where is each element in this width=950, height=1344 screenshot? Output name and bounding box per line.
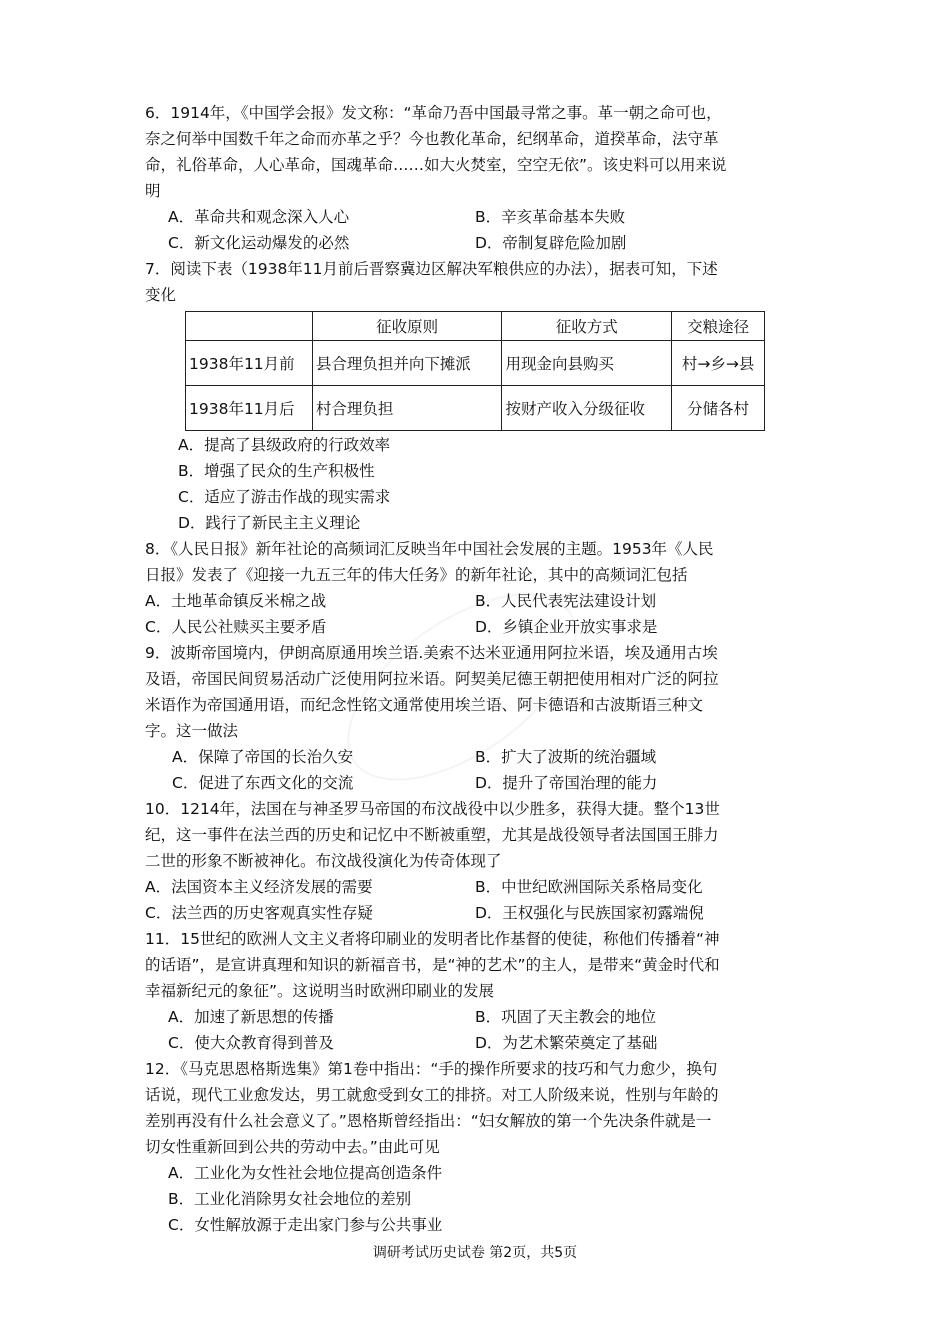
table-header-row: [186, 312, 765, 341]
table-row: [186, 341, 765, 386]
question-8-option-d[interactable]: D．乡镇企业开放实事求是: [475, 618, 658, 636]
question-9-line: 及语，帝国民间贸易活动广泛使用阿拉米语。阿契美尼德王朝把使用相对广泛的阿拉: [145, 670, 719, 688]
question-11-option-d[interactable]: D．为艺术繁荣奠定了基础: [475, 1034, 658, 1052]
table-cell: 1938年11月前: [186, 341, 313, 386]
question-11-option-c[interactable]: C．使大众教育得到普及: [168, 1034, 334, 1052]
question-6-option-d[interactable]: D．帝制复辟危险加剧: [475, 234, 627, 252]
question-12-option-c[interactable]: C．女性解放源于走出家门参与公共事业: [168, 1216, 443, 1234]
question-8-option-b[interactable]: B．人民代表宪法建设计划: [475, 592, 657, 610]
question-11-option-a[interactable]: A．加速了新思想的传播: [168, 1008, 334, 1026]
question-7-option-a[interactable]: A．提高了县级政府的行政效率: [178, 436, 391, 454]
table-cell: 用现金向县购买: [502, 341, 672, 386]
question-9-option-a[interactable]: A．保障了帝国的长治久安: [172, 748, 354, 766]
table-header-cell: 征收原则: [312, 312, 502, 341]
question-8-line: 日报》发表了《迎接一九五三年的伟大任务》的新年社论，其中的高频词汇包括: [145, 566, 688, 584]
question-11-option-b[interactable]: B．巩固了天主教会的地位: [475, 1008, 657, 1026]
question-6-line: 奈之何举中国数千年之命而亦革之乎？今也教化革命，纪纲革命，道揆革命，法守革: [145, 130, 719, 148]
question-6-line: 命，礼俗革命，人心革命，国魂革命……如大火焚室，空空无依”。该史料可以用来说: [145, 156, 727, 174]
question-8-line: 8．《人民日报》新年社论的高频词汇反映当年中国社会发展的主题。1953年《人民: [145, 540, 714, 558]
question-7-option-b[interactable]: B．增强了民众的生产积极性: [178, 462, 375, 480]
question-9-option-d[interactable]: D．提升了帝国治理的能力: [475, 774, 658, 792]
question-10-option-d[interactable]: D．王权强化与民族国家初露端倪: [475, 904, 704, 922]
question-6-line: 6．1914年，《中国学会报》发文称：“革命乃吾中国最寻常之事。革一朝之命可也，: [145, 104, 722, 122]
question-12-line: 差别再没有什么社会意义了。”恩格斯曾经指出：“妇女解放的第一个先决条件就是一: [145, 1112, 712, 1130]
question-11-line: 的话语”，是宣讲真理和知识的新福音书，是“神的艺术”的主人，是带来“黄金时代和: [145, 956, 720, 974]
question-10-option-c[interactable]: C．法兰西的历史客观真实性存疑: [145, 904, 373, 922]
question-10-line: 纪，这一事件在法兰西的历史和记忆中不断被重塑，尤其是战役领导者法国国王腓力: [145, 826, 719, 844]
question-10-option-a[interactable]: A．法国资本主义经济发展的需要: [145, 878, 373, 896]
question-7-line: 变化: [145, 286, 177, 304]
table-header-cell: [186, 312, 313, 341]
question-6-option-b[interactable]: B．辛亥革命基本失败: [475, 208, 626, 226]
question-10-line: 二世的形象不断被神化。布汶战役演化为传奇体现了: [145, 852, 502, 870]
question-8-option-c[interactable]: C．人民公社赎买主要矛盾: [145, 618, 327, 636]
table-header-cell: 征收方式: [502, 312, 672, 341]
table-cell: 村合理负担: [312, 386, 502, 431]
question-11-line: 11．15世纪的欧洲人文主义者将印刷业的发明者比作基督的使徒，称他们传播着“神: [145, 930, 720, 948]
question-7-line: 7．阅读下表（1938年11月前后晋察冀边区解决军粮供应的办法），据表可知，下述: [145, 260, 718, 278]
question-7-option-c[interactable]: C．适应了游击作战的现实需求: [178, 488, 391, 506]
page-footer: 调研考试历史试卷 第2页，共5页: [372, 1245, 578, 1261]
table-header-cell: 交粮途径: [672, 312, 765, 341]
question-9-option-c[interactable]: C．促进了东西文化的交流: [172, 774, 354, 792]
question-9-line: 9．波斯帝国境内，伊朗高原通用埃兰语.美索不达米亚通用阿拉米语，埃及通用古埃: [145, 644, 718, 662]
table-cell: 县合理负担并向下摊派: [312, 341, 502, 386]
question-6-line: 明: [145, 182, 161, 200]
table-cell: 分储各村: [672, 386, 765, 431]
question-9-option-b[interactable]: B．扩大了波斯的统治疆域: [475, 748, 657, 766]
question-9-line: 米语作为帝国通用语，而纪念性铭文通常使用埃兰语、阿卡德语和古波斯语三种文: [145, 696, 704, 714]
grain-supply-table: [185, 311, 765, 431]
question-12-option-b[interactable]: B．工业化消除男女社会地位的差别: [168, 1190, 412, 1208]
question-10-option-b[interactable]: B．中世纪欧洲国际关系格局变化: [475, 878, 703, 896]
question-11-line: 幸福新纪元的象征”。这说明当时欧洲印刷业的发展: [145, 982, 495, 1000]
question-6-option-c[interactable]: C．新文化运动爆发的必然: [168, 234, 350, 252]
question-12-line: 切女性重新回到公共的劳动中去。”由此可见: [145, 1138, 440, 1156]
question-8-option-a[interactable]: A．土地革命镇反米棉之战: [145, 592, 327, 610]
question-9-line: 字。这一做法: [145, 722, 239, 740]
table-row: [186, 386, 765, 431]
question-10-line: 10．1214年，法国在与神圣罗马帝国的布汶战役中以少胜多，获得大捷。整个13世: [145, 800, 720, 818]
question-12-option-a[interactable]: A．工业化为女性社会地位提高创造条件: [168, 1164, 443, 1182]
table-cell: 村→乡→县: [672, 341, 765, 386]
question-12-line: 话说，现代工业愈发达，男工就愈受到女工的排挤。对工人阶级来说，性别与年龄的: [145, 1086, 719, 1104]
question-6-option-a[interactable]: A．革命共和观念深入人心: [168, 208, 350, 226]
table-cell: 1938年11月后: [186, 386, 313, 431]
question-12-line: 12．《马克思恩格斯选集》第1卷中指出：“手的操作所要求的技巧和气力愈少，换句: [145, 1060, 718, 1078]
table-cell: 按财产收入分级征收: [502, 386, 672, 431]
question-7-option-d[interactable]: D．践行了新民主主义理论: [178, 514, 361, 532]
